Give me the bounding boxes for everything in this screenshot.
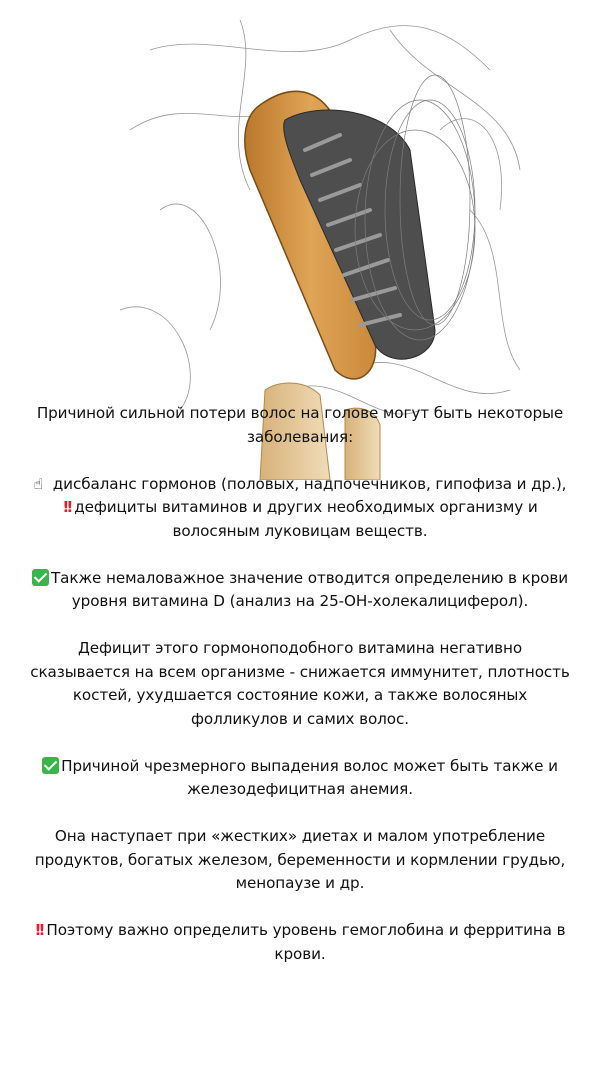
test-paragraph: !! Поэтому важно определить уровень гемоглобина и ферритина в крови. <box>34 921 566 963</box>
anemia-paragraph: Причиной чрезмерного выпадения волос может быть также и железодефицитная анемия. <box>30 755 570 802</box>
double-exclamation-icon: !! <box>34 921 43 939</box>
list-item-deficits: !! дефициты витаминов и других необходимых организму и волосяным луковицам веществ. <box>62 498 538 540</box>
white-check-mark-icon <box>32 569 49 586</box>
double-exclamation-icon: !! <box>62 498 71 516</box>
white-check-mark-icon <box>42 757 59 774</box>
diet-paragraph: Она наступает при «жестких» диетах и малом употребление продуктов, богатых железом, беременности и кормлении грудью, менопаузе и др. <box>34 827 566 892</box>
vitamin-d-paragraph: Также немаловажное значение отводится определению в крови уровня витамина D (анализ на 25-ОН-холекалициферол). <box>30 567 570 614</box>
vitamin-deficit-paragraph: Дефицит этого гормоноподобного витамина негативно сказывается на всем организме - снижается иммунитет, плотность костей, ухудшается состояние кожи, а также волосяных фолликулов и самих волос. <box>30 639 570 728</box>
article-text <box>30 402 570 966</box>
index-pointing-up-icon: ☝ <box>33 474 43 493</box>
list-item-hormones: ☝ дисбаланс гормонов (половых, надпочечников, гипофиза и др.), <box>30 473 570 497</box>
intro-paragraph: Причиной сильной потери волос на голове могут быть некоторые заболевания: <box>36 404 564 446</box>
